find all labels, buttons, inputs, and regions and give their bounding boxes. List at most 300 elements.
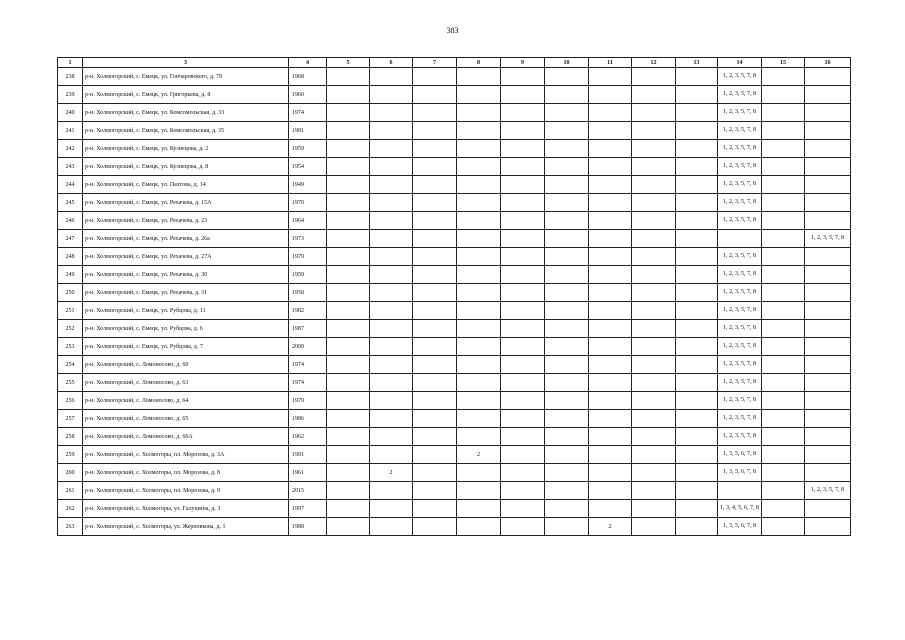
- col7-cell: [413, 230, 457, 248]
- row-number-cell: 262: [58, 500, 83, 518]
- col12-cell: [632, 464, 676, 482]
- col6-cell: [370, 320, 413, 338]
- col9-cell: [501, 482, 545, 500]
- year-cell: 1979: [289, 248, 327, 266]
- col14-cell: 1, 2, 3, 5, 7, 8: [718, 356, 762, 374]
- column-header: 3: [83, 58, 289, 68]
- col7-cell: [413, 410, 457, 428]
- col8-cell: [457, 500, 501, 518]
- col8-cell: [457, 230, 501, 248]
- column-header: 9: [501, 58, 545, 68]
- year-cell: 1982: [289, 302, 327, 320]
- col15-cell: [762, 320, 805, 338]
- col10-cell: [545, 518, 589, 536]
- col12-cell: [632, 212, 676, 230]
- address-cell: р-н. Холмогорский, с. Холмогоры, пл. Морозова, д. 3А: [83, 446, 289, 464]
- table-row: [58, 122, 851, 140]
- table-row: [58, 302, 851, 320]
- col7-cell: [413, 266, 457, 284]
- col5-cell: [327, 176, 370, 194]
- col16-cell: 1, 2, 3, 5, 7, 8: [805, 230, 851, 248]
- col9-cell: [501, 302, 545, 320]
- table-row: [58, 248, 851, 266]
- col10-cell: [545, 356, 589, 374]
- col6-cell: [370, 248, 413, 266]
- col5-cell: [327, 320, 370, 338]
- col12-cell: [632, 86, 676, 104]
- col6-cell: [370, 284, 413, 302]
- col9-cell: [501, 338, 545, 356]
- col5-cell: [327, 374, 370, 392]
- year-cell: 1959: [289, 140, 327, 158]
- row-number-cell: 244: [58, 176, 83, 194]
- year-cell: 1968: [289, 68, 327, 86]
- col9-cell: [501, 374, 545, 392]
- col9-cell: [501, 176, 545, 194]
- address-cell: р-н. Холмогорский, с. Емецк, ул. Рубцова, д. 11: [83, 302, 289, 320]
- col15-cell: [762, 302, 805, 320]
- col16-cell: [805, 86, 851, 104]
- col13-cell: [676, 338, 718, 356]
- col9-cell: [501, 248, 545, 266]
- table-row: [58, 140, 851, 158]
- col13-cell: [676, 158, 718, 176]
- col10-cell: [545, 230, 589, 248]
- col8-cell: [457, 302, 501, 320]
- col5-cell: [327, 410, 370, 428]
- row-number-cell: 246: [58, 212, 83, 230]
- table-row: [58, 266, 851, 284]
- col11-cell: [589, 86, 632, 104]
- col16-cell: [805, 212, 851, 230]
- col9-cell: [501, 320, 545, 338]
- col13-cell: [676, 482, 718, 500]
- row-number-cell: 261: [58, 482, 83, 500]
- col5-cell: [327, 86, 370, 104]
- col8-cell: [457, 320, 501, 338]
- col10-cell: [545, 68, 589, 86]
- col13-cell: [676, 104, 718, 122]
- col8-cell: [457, 518, 501, 536]
- col9-cell: [501, 86, 545, 104]
- col10-cell: [545, 410, 589, 428]
- col6-cell: [370, 392, 413, 410]
- col14-cell: 1, 2, 3, 5, 7, 8: [718, 176, 762, 194]
- col12-cell: [632, 176, 676, 194]
- col7-cell: [413, 140, 457, 158]
- col9-cell: [501, 212, 545, 230]
- col16-cell: [805, 410, 851, 428]
- address-cell: р-н. Холмогорский, с. Холмогоры, пл. Морозова, д. 8: [83, 464, 289, 482]
- col14-cell: 1, 2, 3, 5, 7, 8: [718, 302, 762, 320]
- year-cell: 1987: [289, 320, 327, 338]
- col16-cell: [805, 176, 851, 194]
- address-cell: р-н. Холмогорский, с. Емецк, ул. Пахтова, д. 14: [83, 176, 289, 194]
- col9-cell: [501, 392, 545, 410]
- col5-cell: [327, 158, 370, 176]
- table-row: [58, 104, 851, 122]
- col10-cell: [545, 212, 589, 230]
- col11-cell: 2: [589, 518, 632, 536]
- col5-cell: [327, 464, 370, 482]
- col16-cell: [805, 284, 851, 302]
- col15-cell: [762, 176, 805, 194]
- row-number-cell: 250: [58, 284, 83, 302]
- col11-cell: [589, 428, 632, 446]
- year-cell: 2015: [289, 482, 327, 500]
- col14-cell: [718, 230, 762, 248]
- col7-cell: [413, 122, 457, 140]
- table-row: [58, 86, 851, 104]
- col10-cell: [545, 266, 589, 284]
- year-cell: 1962: [289, 428, 327, 446]
- col11-cell: [589, 446, 632, 464]
- col12-cell: [632, 284, 676, 302]
- col12-cell: [632, 140, 676, 158]
- column-header: 4: [289, 58, 327, 68]
- col11-cell: [589, 356, 632, 374]
- year-cell: 1949: [289, 176, 327, 194]
- header-row: [58, 58, 851, 68]
- col7-cell: [413, 158, 457, 176]
- col15-cell: [762, 428, 805, 446]
- col11-cell: [589, 482, 632, 500]
- col14-cell: [718, 482, 762, 500]
- col16-cell: [805, 68, 851, 86]
- col14-cell: 1, 2, 3, 5, 7, 8: [718, 212, 762, 230]
- address-cell: р-н. Холмогорский, с. Ломоносово, д. 63: [83, 374, 289, 392]
- col6-cell: [370, 356, 413, 374]
- col16-cell: [805, 248, 851, 266]
- col15-cell: [762, 446, 805, 464]
- col12-cell: [632, 68, 676, 86]
- column-header: 14: [718, 58, 762, 68]
- col11-cell: [589, 410, 632, 428]
- col8-cell: [457, 104, 501, 122]
- row-number-cell: 247: [58, 230, 83, 248]
- col13-cell: [676, 284, 718, 302]
- col7-cell: [413, 302, 457, 320]
- row-number-cell: 238: [58, 68, 83, 86]
- col13-cell: [676, 140, 718, 158]
- col8-cell: [457, 482, 501, 500]
- col13-cell: [676, 176, 718, 194]
- col15-cell: [762, 212, 805, 230]
- address-cell: р-н. Холмогорский, с. Холмогоры, ул. Галушина, д. 3: [83, 500, 289, 518]
- col9-cell: [501, 104, 545, 122]
- col12-cell: [632, 158, 676, 176]
- col6-cell: [370, 68, 413, 86]
- address-cell: р-н. Холмогорский, с. Емецк, ул. Рехачева, д. 26а: [83, 230, 289, 248]
- col8-cell: [457, 86, 501, 104]
- col9-cell: [501, 266, 545, 284]
- col13-cell: [676, 374, 718, 392]
- col13-cell: [676, 446, 718, 464]
- col7-cell: [413, 482, 457, 500]
- col14-cell: 1, 2, 3, 5, 7, 8: [718, 410, 762, 428]
- col7-cell: [413, 284, 457, 302]
- col15-cell: [762, 68, 805, 86]
- col8-cell: [457, 356, 501, 374]
- col15-cell: [762, 140, 805, 158]
- year-cell: 1970: [289, 194, 327, 212]
- col5-cell: [327, 122, 370, 140]
- address-cell: р-н. Холмогорский, с. Емецк, ул. Комсомольская, д. 33: [83, 104, 289, 122]
- col15-cell: [762, 86, 805, 104]
- col5-cell: [327, 248, 370, 266]
- col9-cell: [501, 194, 545, 212]
- col10-cell: [545, 194, 589, 212]
- col9-cell: [501, 428, 545, 446]
- col16-cell: [805, 266, 851, 284]
- col12-cell: [632, 194, 676, 212]
- col5-cell: [327, 356, 370, 374]
- row-number-cell: 243: [58, 158, 83, 176]
- col8-cell: [457, 266, 501, 284]
- col11-cell: [589, 212, 632, 230]
- col10-cell: [545, 428, 589, 446]
- row-number-cell: 249: [58, 266, 83, 284]
- col15-cell: [762, 230, 805, 248]
- col12-cell: [632, 248, 676, 266]
- table-row: [58, 158, 851, 176]
- column-header: 12: [632, 58, 676, 68]
- col10-cell: [545, 500, 589, 518]
- col8-cell: [457, 176, 501, 194]
- col13-cell: [676, 86, 718, 104]
- col10-cell: [545, 338, 589, 356]
- col14-cell: 1, 3, 5, 6, 7, 8: [718, 446, 762, 464]
- table-row: [58, 338, 851, 356]
- col11-cell: [589, 248, 632, 266]
- table-row: [58, 374, 851, 392]
- col10-cell: [545, 302, 589, 320]
- col13-cell: [676, 122, 718, 140]
- col7-cell: [413, 320, 457, 338]
- col7-cell: [413, 392, 457, 410]
- column-header: 13: [676, 58, 718, 68]
- table-row: [58, 482, 851, 500]
- col6-cell: [370, 176, 413, 194]
- column-header: 11: [589, 58, 632, 68]
- col16-cell: 1, 2, 3, 5, 7, 8: [805, 482, 851, 500]
- row-number-cell: 263: [58, 518, 83, 536]
- col6-cell: [370, 86, 413, 104]
- col13-cell: [676, 230, 718, 248]
- col9-cell: [501, 356, 545, 374]
- col10-cell: [545, 176, 589, 194]
- col9-cell: [501, 230, 545, 248]
- col11-cell: [589, 176, 632, 194]
- address-cell: р-н. Холмогорский, с. Емецк, ул. Рехачева, д. 27А: [83, 248, 289, 266]
- col15-cell: [762, 284, 805, 302]
- col14-cell: 1, 2, 3, 5, 7, 8: [718, 266, 762, 284]
- address-cell: р-н. Холмогорский, с. Емецк, ул. Гончаровского, д. 79: [83, 68, 289, 86]
- col11-cell: [589, 230, 632, 248]
- year-cell: 1954: [289, 158, 327, 176]
- col10-cell: [545, 86, 589, 104]
- col8-cell: [457, 428, 501, 446]
- col6-cell: [370, 158, 413, 176]
- col14-cell: 1, 3, 5, 6, 7, 8: [718, 518, 762, 536]
- col15-cell: [762, 410, 805, 428]
- col8-cell: [457, 194, 501, 212]
- table-row: [58, 392, 851, 410]
- col5-cell: [327, 194, 370, 212]
- col10-cell: [545, 158, 589, 176]
- year-cell: 1960: [289, 86, 327, 104]
- col12-cell: [632, 122, 676, 140]
- col12-cell: [632, 518, 676, 536]
- col13-cell: [676, 428, 718, 446]
- table-row: [58, 284, 851, 302]
- year-cell: 1964: [289, 212, 327, 230]
- col14-cell: 1, 2, 3, 5, 7, 8: [718, 284, 762, 302]
- address-cell: р-н. Холмогорский, с. Емецк, ул. Кузнецова, д. 8: [83, 158, 289, 176]
- col8-cell: [457, 122, 501, 140]
- address-cell: р-н. Холмогорский, с. Емецк, ул. Рехачева, д. 23: [83, 212, 289, 230]
- col8-cell: [457, 284, 501, 302]
- col5-cell: [327, 482, 370, 500]
- col9-cell: [501, 518, 545, 536]
- col8-cell: [457, 140, 501, 158]
- year-cell: 1961: [289, 464, 327, 482]
- year-cell: 1986: [289, 410, 327, 428]
- col7-cell: [413, 428, 457, 446]
- col8-cell: [457, 158, 501, 176]
- col12-cell: [632, 356, 676, 374]
- col8-cell: [457, 212, 501, 230]
- col13-cell: [676, 194, 718, 212]
- column-header: 5: [327, 58, 370, 68]
- row-number-cell: 252: [58, 320, 83, 338]
- col10-cell: [545, 374, 589, 392]
- col5-cell: [327, 284, 370, 302]
- table-row: [58, 356, 851, 374]
- col5-cell: [327, 500, 370, 518]
- address-cell: р-н. Холмогорский, с. Емецк, ул. Григорьева, д. 8: [83, 86, 289, 104]
- col14-cell: 1, 2, 3, 5, 7, 8: [718, 338, 762, 356]
- col12-cell: [632, 266, 676, 284]
- col16-cell: [805, 374, 851, 392]
- col7-cell: [413, 338, 457, 356]
- col11-cell: [589, 266, 632, 284]
- col5-cell: [327, 230, 370, 248]
- col12-cell: [632, 446, 676, 464]
- address-cell: р-н. Холмогорский, с. Холмогоры, ул. Жерновкова, д. 1: [83, 518, 289, 536]
- col6-cell: [370, 338, 413, 356]
- col11-cell: [589, 338, 632, 356]
- col11-cell: [589, 284, 632, 302]
- col16-cell: [805, 464, 851, 482]
- year-cell: 1997: [289, 500, 327, 518]
- col14-cell: 1, 2, 3, 5, 7, 8: [718, 104, 762, 122]
- col10-cell: [545, 446, 589, 464]
- col10-cell: [545, 464, 589, 482]
- col5-cell: [327, 518, 370, 536]
- year-cell: 1991: [289, 446, 327, 464]
- col7-cell: [413, 446, 457, 464]
- col13-cell: [676, 464, 718, 482]
- column-header: 7: [413, 58, 457, 68]
- table-row: [58, 212, 851, 230]
- col9-cell: [501, 122, 545, 140]
- row-number-cell: 256: [58, 392, 83, 410]
- col6-cell: [370, 140, 413, 158]
- col11-cell: [589, 194, 632, 212]
- address-cell: р-н. Холмогорский, с. Емецк, ул. Рубцова, д. 6: [83, 320, 289, 338]
- col7-cell: [413, 68, 457, 86]
- address-cell: р-н. Холмогорский, с. Емецк, ул. Рубцова, д. 7: [83, 338, 289, 356]
- col15-cell: [762, 248, 805, 266]
- col13-cell: [676, 320, 718, 338]
- col6-cell: [370, 482, 413, 500]
- col13-cell: [676, 518, 718, 536]
- row-number-cell: 257: [58, 410, 83, 428]
- col14-cell: 1, 2, 3, 5, 7, 8: [718, 68, 762, 86]
- col11-cell: [589, 464, 632, 482]
- col11-cell: [589, 140, 632, 158]
- col14-cell: 1, 2, 3, 5, 7, 8: [718, 320, 762, 338]
- table-body: [58, 68, 851, 536]
- row-number-cell: 259: [58, 446, 83, 464]
- row-number-cell: 260: [58, 464, 83, 482]
- table-row: [58, 68, 851, 86]
- col11-cell: [589, 392, 632, 410]
- address-cell: р-н. Холмогорский, с. Ломоносово, д. 64: [83, 392, 289, 410]
- col7-cell: [413, 248, 457, 266]
- address-cell: р-н. Холмогорский, с. Ломоносово, д. 66А: [83, 428, 289, 446]
- address-cell: р-н. Холмогорский, с. Ломоносово, д. 65: [83, 410, 289, 428]
- col7-cell: [413, 356, 457, 374]
- row-number-cell: 251: [58, 302, 83, 320]
- col14-cell: 1, 2, 3, 5, 7, 8: [718, 392, 762, 410]
- table-row: [58, 464, 851, 482]
- row-number-cell: 241: [58, 122, 83, 140]
- col6-cell: [370, 500, 413, 518]
- col16-cell: [805, 500, 851, 518]
- col6-cell: [370, 428, 413, 446]
- col9-cell: [501, 284, 545, 302]
- column-header: 8: [457, 58, 501, 68]
- year-cell: 1958: [289, 284, 327, 302]
- col10-cell: [545, 248, 589, 266]
- col15-cell: [762, 356, 805, 374]
- col16-cell: [805, 428, 851, 446]
- col13-cell: [676, 302, 718, 320]
- col15-cell: [762, 266, 805, 284]
- address-cell: р-н. Холмогорский, с. Емецк, ул. Комсомольская, д. 35: [83, 122, 289, 140]
- year-cell: 1959: [289, 266, 327, 284]
- col13-cell: [676, 356, 718, 374]
- col7-cell: [413, 518, 457, 536]
- col15-cell: [762, 482, 805, 500]
- col11-cell: [589, 302, 632, 320]
- row-number-cell: 245: [58, 194, 83, 212]
- year-cell: 1974: [289, 374, 327, 392]
- col7-cell: [413, 194, 457, 212]
- col11-cell: [589, 500, 632, 518]
- row-number-cell: 258: [58, 428, 83, 446]
- col13-cell: [676, 266, 718, 284]
- col11-cell: [589, 104, 632, 122]
- col8-cell: [457, 464, 501, 482]
- col12-cell: [632, 302, 676, 320]
- col12-cell: [632, 410, 676, 428]
- column-header: 6: [370, 58, 413, 68]
- col6-cell: [370, 302, 413, 320]
- address-cell: р-н. Холмогорский, с. Емецк, ул. Рехачева, д. 31: [83, 284, 289, 302]
